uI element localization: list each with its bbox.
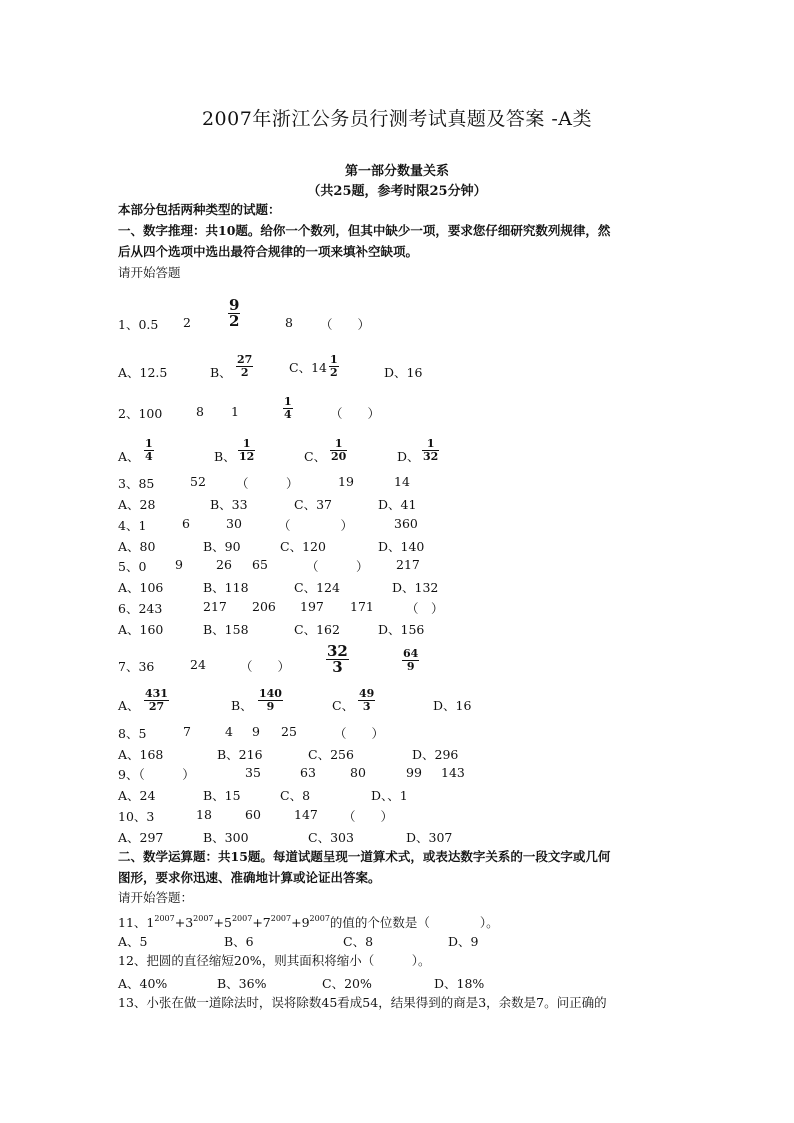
q11-exponent: 2007 <box>154 914 175 923</box>
fraction-num: 1 <box>426 437 435 450</box>
fraction-den: 4 <box>284 408 292 421</box>
q10-option-d: D、307 <box>406 830 453 845</box>
q5-option-b: B、118 <box>203 580 249 595</box>
fraction-den: 20 <box>331 450 347 463</box>
q8-term-1: 8、5 <box>118 726 147 741</box>
q7-fraction-2 <box>402 648 419 673</box>
q11-term-9: +9 <box>291 915 310 930</box>
q1-option-d: D、16 <box>384 365 423 380</box>
q4-option-c: C、120 <box>280 539 326 554</box>
fraction-den: 3 <box>362 700 371 713</box>
q1-option-b-label: B、 <box>210 365 232 380</box>
q6-term-2: 217 <box>203 599 227 614</box>
q1-term-1: 1、0.5 <box>118 317 159 332</box>
fraction-num: 431 <box>145 687 168 700</box>
q2-option-c-fraction <box>330 438 347 463</box>
q6-term-3: 206 <box>252 599 276 614</box>
question-13: 13、小张在做一道除法时，误将除数45看成54，结果得到的商是3，余数是7。问正确的 <box>118 995 607 1010</box>
q9-term-4: 80 <box>350 765 366 780</box>
q1-option-b-fraction <box>236 354 253 379</box>
q11-term-3: +3 <box>174 915 194 930</box>
fraction-num: 140 <box>259 687 282 700</box>
fraction-den: 32 <box>423 450 439 463</box>
q4-term-3: 30 <box>226 516 242 531</box>
q2-option-c-label: C、 <box>304 449 327 464</box>
q11-term-1: 11、1 <box>118 915 155 930</box>
fraction-den: 3 <box>332 658 343 676</box>
q9-term-6: 143 <box>441 765 465 780</box>
q9-term-2: 35 <box>245 765 261 780</box>
q10-option-a: A、297 <box>118 830 164 845</box>
q1-option-c-label: C、14 <box>289 359 327 375</box>
q9-option-b: B、15 <box>203 788 241 803</box>
part-subheading: （共25题，参考时限25分钟） <box>307 184 487 199</box>
q1-term-4: 8 <box>285 315 293 330</box>
q4-option-d: D、140 <box>378 539 425 554</box>
q4-term-5: 360 <box>394 516 418 531</box>
q7-term-1: 7、36 <box>118 659 155 674</box>
q6-option-b: B、158 <box>203 622 249 637</box>
q8-term-5: 25 <box>281 724 297 739</box>
fraction-num: 64 <box>403 647 419 660</box>
q8-term-2: 7 <box>183 724 191 739</box>
q10-term-3: 60 <box>245 807 261 822</box>
q6-option-a: A、160 <box>118 622 164 637</box>
q5-term-2: 9 <box>175 557 183 572</box>
q2-option-b-fraction <box>238 438 255 463</box>
question-12: 12、把圆的直径缩短20%，则其面积将缩小（ ）。 <box>118 953 431 968</box>
q12-option-d: D、18% <box>434 976 485 991</box>
q2-fraction <box>283 396 293 421</box>
q11-exponent: 2007 <box>270 914 292 923</box>
q3-term-4: 19 <box>338 474 354 489</box>
q9-option-a: A、24 <box>118 788 156 803</box>
q8-term-4: 9 <box>252 724 260 739</box>
fraction-den: 4 <box>145 450 153 463</box>
q5-option-d: D、132 <box>392 580 439 595</box>
q11-option-d: D、9 <box>448 934 479 949</box>
fraction-num: 1 <box>145 437 153 450</box>
fraction-num: 1 <box>329 353 338 366</box>
q10-term-2: 18 <box>196 807 212 822</box>
q9-term-1: 9、（ ） <box>118 767 195 782</box>
q4-option-b: B、90 <box>203 539 241 554</box>
fraction-num: 1 <box>334 437 343 450</box>
q7-term-2: 24 <box>190 657 206 672</box>
fraction-num: 1 <box>284 395 292 408</box>
q1-option-c <box>289 354 339 379</box>
fraction-num: 1 <box>242 437 251 450</box>
q11-term-5: +5 <box>213 915 232 930</box>
q7-option-a-label: A、 <box>118 698 140 713</box>
q2-option-b-label: B、 <box>214 449 236 464</box>
q1-fraction-num: 9 <box>229 296 240 314</box>
q11-exponent: 2007 <box>231 914 253 923</box>
q4-term-1: 4、1 <box>118 518 147 533</box>
q5-term-6: 217 <box>396 557 420 572</box>
q2-option-a-label: A、 <box>118 449 140 464</box>
q10-term-4: 147 <box>294 807 318 822</box>
q1-term-2: 2 <box>183 315 191 330</box>
fraction-num: 32 <box>327 642 348 660</box>
q11-exponent: 2007 <box>309 914 330 923</box>
q9-option-d: D、、1 <box>371 788 408 803</box>
q9-term-3: 63 <box>300 765 316 780</box>
section2-desc-line2: 图形，要求你迅速、准确地计算或论证出答案。 <box>118 870 381 885</box>
q3-term-1: 3、85 <box>118 476 155 491</box>
q1-fraction <box>228 298 240 329</box>
q2-term-2: 8 <box>196 404 204 419</box>
q3-term-5: 14 <box>394 474 410 489</box>
q6-option-d: D、156 <box>378 622 425 637</box>
q4-option-a: A、80 <box>118 539 156 554</box>
q12-option-b: B、36% <box>217 976 267 991</box>
section2-start-prompt: 请开始答题： <box>118 890 194 905</box>
q7-fraction-1 <box>326 644 349 675</box>
fraction-den: 9 <box>266 700 275 713</box>
q6-term-1: 6、243 <box>118 601 163 616</box>
q7-option-d: D、16 <box>433 698 472 713</box>
q12-option-a: A、40% <box>118 976 168 991</box>
section2-desc-line1: 二、数学运算题：共15题。每道试题呈现一道算术式，或表达数字关系的一段文字或几何 <box>118 849 611 864</box>
fraction-den: 12 <box>239 450 255 463</box>
q4-blank: （ ） <box>278 518 354 533</box>
q8-term-3: 4 <box>225 724 233 739</box>
section1-desc-line2: 后从四个选项中选出最符合规律的一项来填补空缺项。 <box>118 244 419 259</box>
q4-term-2: 6 <box>182 516 190 531</box>
q5-term-1: 5、0 <box>118 559 147 574</box>
q11-suffix: 的值的个位数是（ ）。 <box>329 915 499 930</box>
q3-option-b: B、33 <box>210 497 248 512</box>
q8-blank: （ ） <box>334 726 385 741</box>
q1-fraction-den: 2 <box>229 312 240 330</box>
q6-option-c: C、162 <box>294 622 340 637</box>
question-11 <box>118 911 499 931</box>
q2-option-a-fraction <box>144 438 154 463</box>
q10-term-1: 10、3 <box>118 809 155 824</box>
q2-term-1: 2、100 <box>118 406 163 421</box>
q2-option-d-label: D、 <box>397 449 420 464</box>
fraction-den: 2 <box>240 366 249 379</box>
q5-term-4: 65 <box>252 557 268 572</box>
q8-option-c: C、256 <box>308 747 354 762</box>
part-heading: 第一部分数量关系 <box>344 164 449 179</box>
q3-blank: （ ） <box>236 476 299 491</box>
q7-option-c-label: C、 <box>332 698 355 713</box>
document-title: 2007年浙江公务员行测考试真题及答案 -A类 <box>201 108 593 130</box>
fraction-num: 27 <box>237 353 253 366</box>
fraction-den: 2 <box>329 366 338 379</box>
q5-blank: （ ） <box>306 559 369 574</box>
q7-option-c-fraction <box>358 688 375 713</box>
q12-option-c: C、20% <box>322 976 372 991</box>
q7-blank: （ ） <box>240 659 291 674</box>
q7-option-a-fraction <box>144 688 169 713</box>
start-prompt: 请开始答题 <box>118 265 181 280</box>
q8-option-d: D、296 <box>412 747 459 762</box>
part-intro: 本部分包括两种类型的试题： <box>118 202 281 217</box>
q9-option-c: C、8 <box>280 788 311 803</box>
q10-blank: （ ） <box>343 809 394 824</box>
q10-option-c: C、303 <box>308 830 354 845</box>
q2-blank: （ ） <box>330 406 381 421</box>
q1-option-c-fraction <box>329 354 339 379</box>
q1-blank: （ ） <box>320 317 371 332</box>
q6-term-5: 171 <box>350 599 374 614</box>
q9-term-5: 99 <box>406 765 422 780</box>
q8-option-a: A、168 <box>118 747 164 762</box>
q3-term-2: 52 <box>190 474 206 489</box>
q11-option-c: C、8 <box>343 934 374 949</box>
q7-option-b-fraction <box>258 688 283 713</box>
q10-option-b: B、300 <box>203 830 249 845</box>
q7-option-b-label: B、 <box>231 698 253 713</box>
q1-option-a: A、12.5 <box>118 365 168 380</box>
q3-option-d: D、41 <box>378 497 417 512</box>
q11-option-b: B、6 <box>224 934 254 949</box>
fraction-num: 49 <box>359 687 375 700</box>
fraction-den: 27 <box>148 700 165 713</box>
fraction-den: 9 <box>406 660 415 673</box>
q11-option-a: A、5 <box>118 934 148 949</box>
q2-option-d-fraction <box>422 438 439 463</box>
q5-option-a: A、106 <box>118 580 164 595</box>
q11-term-7: +7 <box>252 915 271 930</box>
q6-term-4: 197 <box>300 599 324 614</box>
q11-exponent: 2007 <box>193 914 214 923</box>
q3-option-c: C、37 <box>294 497 332 512</box>
q8-option-b: B、216 <box>217 747 263 762</box>
q5-term-3: 26 <box>216 557 232 572</box>
q3-option-a: A、28 <box>118 497 156 512</box>
q5-option-c: C、124 <box>294 580 340 595</box>
section1-desc-line1: 一、数字推理：共10题。给你一个数列，但其中缺少一项，要求您仔细研究数列规律，然 <box>118 223 611 238</box>
q6-blank: （ ） <box>406 601 444 616</box>
q2-term-3: 1 <box>231 404 239 419</box>
